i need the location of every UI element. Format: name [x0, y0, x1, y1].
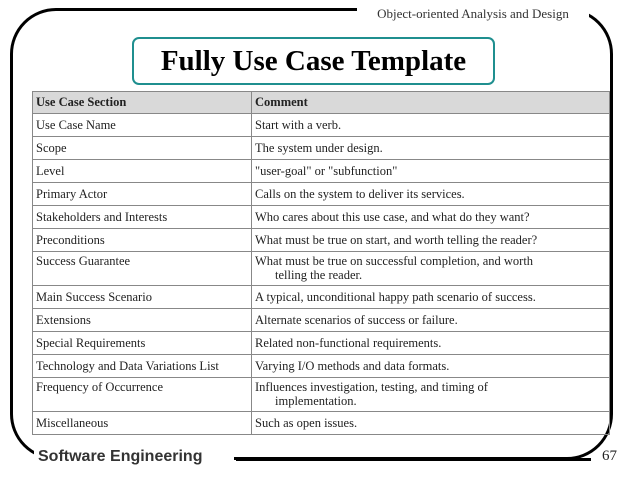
slide-title: Fully Use Case Template: [160, 44, 467, 77]
row-comment: Alternate scenarios of success or failure.: [252, 309, 610, 332]
row-section: Scope: [33, 137, 252, 160]
row-section: Stakeholders and Interests: [33, 206, 252, 229]
page-number: 67: [602, 448, 617, 464]
table-row: [33, 160, 610, 183]
title-box: [132, 37, 495, 85]
table-row: [33, 378, 610, 412]
row-comment: Who cares about this use case, and what do they want?: [252, 206, 610, 229]
footer-label: Software Engineering: [38, 448, 203, 465]
row-section: Level: [33, 160, 252, 183]
use-case-table: [32, 91, 610, 435]
table-row: [33, 183, 610, 206]
row-section: Technology and Data Variations List: [33, 355, 252, 378]
table-row: [33, 137, 610, 160]
column-header-comment: Comment: [252, 92, 610, 114]
row-comment: [252, 378, 610, 412]
row-comment: Related non-functional requirements.: [252, 332, 610, 355]
row-section: Preconditions: [33, 229, 252, 252]
row-comment: What must be true on start, and worth telling the reader?: [252, 229, 610, 252]
row-comment: Varying I/O methods and data formats.: [252, 355, 610, 378]
row-section: Miscellaneous: [33, 412, 252, 435]
footer-rule: [236, 458, 591, 461]
table-header-row: [33, 92, 610, 114]
row-section: Special Requirements: [33, 332, 252, 355]
table-row: [33, 355, 610, 378]
row-comment-line: What must be true on successful completion, and worth: [255, 254, 534, 268]
column-header-section: Use Case Section: [33, 92, 252, 114]
table-row: [33, 332, 610, 355]
row-section: Use Case Name: [33, 114, 252, 137]
row-comment: "user-goal" or "subfunction": [252, 160, 610, 183]
row-section: Extensions: [33, 309, 252, 332]
row-comment: The system under design.: [252, 137, 610, 160]
row-comment: A typical, unconditional happy path scenario of success.: [252, 286, 610, 309]
row-comment: Calls on the system to deliver its services.: [252, 183, 610, 206]
table-row: [33, 252, 610, 286]
table-row: [33, 206, 610, 229]
row-comment: [252, 252, 610, 286]
course-title: Object-oriented Analysis and Design: [377, 6, 569, 21]
table-row: [33, 114, 610, 137]
row-comment-continuation: implementation.: [275, 394, 357, 408]
table-row: [33, 286, 610, 309]
row-section: Success Guarantee: [33, 252, 252, 286]
table-row: [33, 309, 610, 332]
row-section: Main Success Scenario: [33, 286, 252, 309]
table-row: [33, 412, 610, 435]
row-comment: Such as open issues.: [252, 412, 610, 435]
row-section: Frequency of Occurrence: [33, 378, 252, 412]
table-row: [33, 229, 610, 252]
row-section: Primary Actor: [33, 183, 252, 206]
row-comment-line: Influences investigation, testing, and timing of: [255, 380, 488, 394]
row-comment-continuation: telling the reader.: [275, 268, 363, 282]
row-comment: Start with a verb.: [252, 114, 610, 137]
